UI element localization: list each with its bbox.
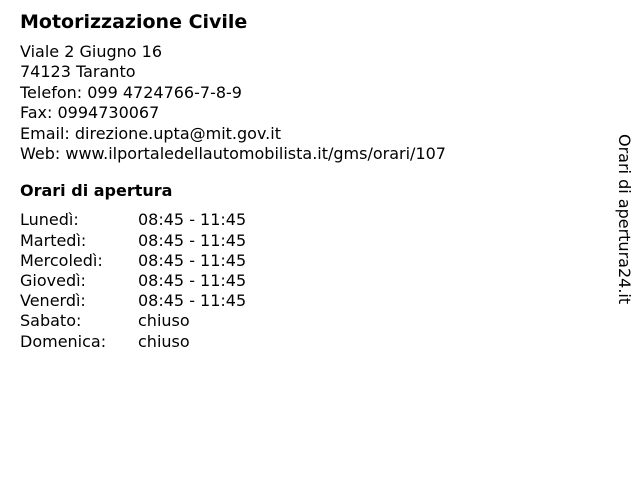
office-city: 74123 Taranto — [20, 62, 136, 82]
office-card — [20, 10, 610, 352]
time-value: chiuso — [138, 331, 190, 351]
hours-row-friday — [20, 291, 610, 311]
hours-row-saturday — [20, 311, 610, 331]
hours-row-sunday — [20, 332, 610, 352]
brand-watermark: Orari di apertura24.it — [615, 134, 634, 305]
office-web: Web: www.ilportaledellautomobilista.it/gms/orari/107 — [20, 144, 446, 164]
day-label: Sabato: — [20, 311, 82, 331]
day-label: Giovedì: — [20, 271, 86, 291]
time-value: 08:45 - 11:45 — [138, 230, 247, 250]
hours-row-wednesday — [20, 251, 610, 271]
hours-row-tuesday — [20, 231, 610, 251]
hours-row-monday — [20, 210, 610, 230]
office-email: Email: direzione.upta@mit.gov.it — [20, 123, 281, 143]
time-value: chiuso — [138, 311, 190, 331]
hours-row-thursday — [20, 271, 610, 291]
day-label: Mercoledì: — [20, 250, 103, 270]
office-fax: Fax: 0994730067 — [20, 103, 160, 123]
day-label: Domenica: — [20, 331, 107, 351]
office-address: Viale 2 Giugno 16 — [20, 42, 162, 61]
time-value: 08:45 - 11:45 — [138, 250, 247, 270]
day-label: Martedì: — [20, 230, 87, 250]
time-value: 08:45 - 11:45 — [138, 291, 247, 311]
day-label: Lunedì: — [20, 210, 79, 230]
time-value: 08:45 - 11:45 — [138, 210, 247, 230]
office-phone: Telefon: 099 4724766-7-8-9 — [20, 82, 242, 102]
hours-title: Orari di apertura — [20, 181, 173, 201]
office-name: Motorizzazione Civile — [20, 11, 248, 33]
time-value: 08:45 - 11:45 — [138, 271, 247, 291]
day-label: Venerdì: — [20, 291, 86, 311]
